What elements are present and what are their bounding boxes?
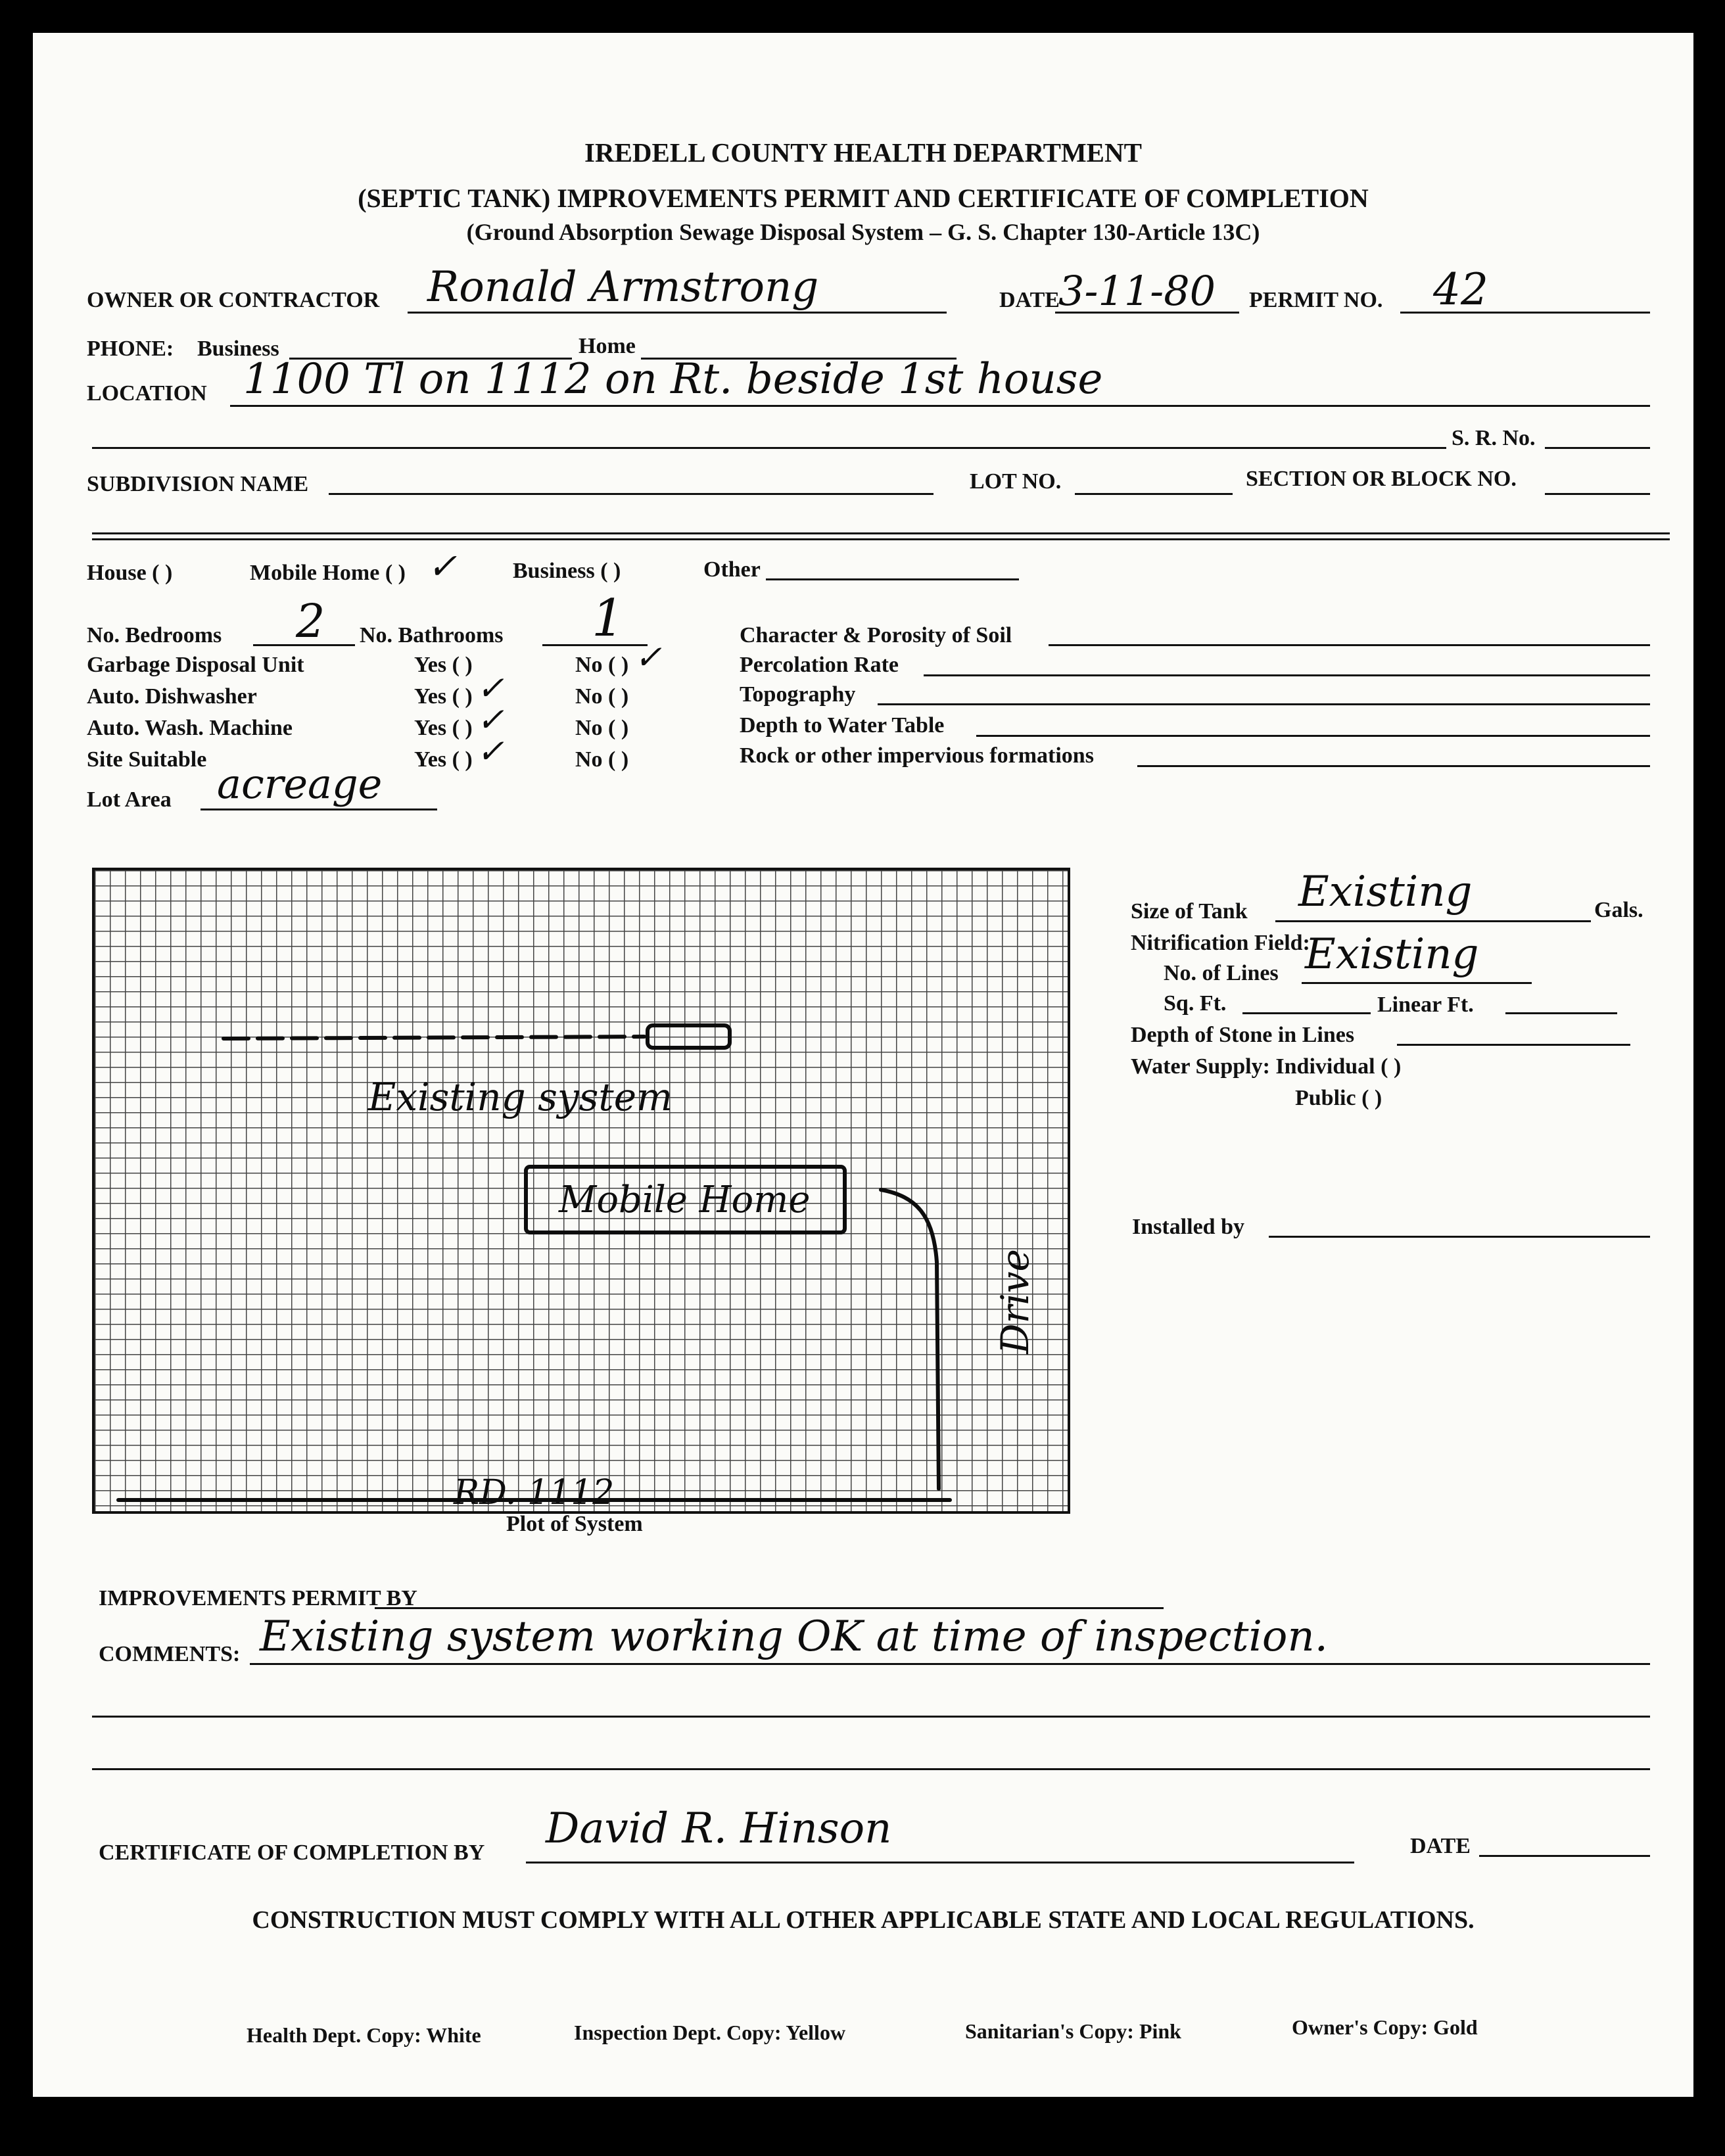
bedrooms-value[interactable]: 2 <box>296 594 325 648</box>
water-supply-public[interactable]: Public ( ) <box>1295 1086 1382 1110</box>
certificate-label: CERTIFICATE OF COMPLETION BY <box>99 1840 485 1865</box>
site-suitable-label: Site Suitable <box>87 747 207 772</box>
topography-label: Topography <box>740 682 856 707</box>
comments-line-2 <box>92 1716 1650 1718</box>
stone-depth-line <box>1397 1044 1630 1046</box>
form-subtitle: (Ground Absorption Sewage Disposal System – G. S. Chapter 130-Article 13C) <box>466 219 1260 245</box>
owner-value[interactable]: Ronald Armstrong <box>427 263 819 312</box>
installed-by-line <box>1269 1236 1650 1238</box>
comments-line-1 <box>250 1663 1650 1665</box>
phone-label: PHONE: <box>87 337 174 361</box>
department-heading: IREDELL COUNTY HEALTH DEPARTMENT <box>584 137 1142 168</box>
compliance-notice: CONSTRUCTION MUST COMPLY WITH ALL OTHER APPLICABLE STATE AND LOCAL REGULATIONS. <box>252 1906 1475 1934</box>
garbage-disposal-no[interactable]: No ( ) <box>575 653 629 677</box>
other-label: Other <box>703 557 761 582</box>
garbage-disposal-label: Garbage Disposal Unit <box>87 653 304 677</box>
certificate-signature: David R. Hinson <box>546 1804 892 1853</box>
comments-value[interactable]: Existing system working OK at time of inspection. <box>260 1612 1328 1661</box>
water-table-label: Depth to Water Table <box>740 713 945 738</box>
water-supply-individual[interactable]: Water Supply: Individual ( ) <box>1131 1054 1402 1079</box>
garbage-disposal-mark: ✓ <box>634 638 662 676</box>
lines-label: No. of Lines <box>1164 961 1279 985</box>
tank-size-value[interactable]: Existing <box>1298 868 1473 916</box>
mobile-home-option[interactable]: Mobile Home ( ) <box>250 561 406 585</box>
lot-area-value[interactable]: acreage <box>217 760 383 808</box>
subdivision-label: SUBDIVISION NAME <box>87 472 309 496</box>
mobile-home-check: ✓ <box>427 546 458 587</box>
wash-machine-label: Auto. Wash. Machine <box>87 716 293 740</box>
tank-size-line <box>1275 920 1591 922</box>
sqft-line <box>1242 1012 1371 1014</box>
site-suitable-yes[interactable]: Yes ( ) <box>414 747 473 772</box>
nitrification-label: Nitrification Field: <box>1131 931 1310 955</box>
site-suitable-mark: ✓ <box>477 732 504 770</box>
copy-inspection: Inspection Dept. Copy: Yellow <box>574 2021 846 2044</box>
bathrooms-label: No. Bathrooms <box>360 623 504 647</box>
date-value[interactable]: 3-11-80 <box>1058 267 1216 315</box>
lines-line <box>1302 982 1532 984</box>
copy-health: Health Dept. Copy: White <box>247 2023 481 2047</box>
rock-formations-label: Rock or other impervious formations <box>740 743 1094 768</box>
plot-caption: Plot of System <box>506 1512 643 1536</box>
wash-machine-yes[interactable]: Yes ( ) <box>414 716 473 740</box>
improvements-permit-label: IMPROVEMENTS PERMIT BY <box>99 1586 417 1610</box>
section-block-label: SECTION OR BLOCK NO. <box>1246 467 1517 491</box>
lines-value[interactable]: Existing <box>1305 930 1479 979</box>
business-option[interactable]: Business ( ) <box>513 559 621 583</box>
site-suitable-no[interactable]: No ( ) <box>575 747 629 772</box>
plot-sketch <box>33 33 1693 2097</box>
certificate-date-label: DATE <box>1410 1834 1471 1858</box>
plot-note-road: RD. 1112 <box>454 1473 615 1512</box>
sr-no-label: S. R. No. <box>1452 426 1536 450</box>
permit-form <box>33 33 1693 2097</box>
bedrooms-label: No. Bedrooms <box>87 623 222 647</box>
tank-size-label: Size of Tank <box>1131 899 1248 924</box>
lot-no-label: LOT NO. <box>970 469 1062 494</box>
wash-machine-mark: ✓ <box>477 701 504 739</box>
form-title: (SEPTIC TANK) IMPROVEMENTS PERMIT AND CERTIFICATE OF COMPLETION <box>358 183 1369 213</box>
permit-value[interactable]: 42 <box>1433 264 1488 315</box>
copy-owner: Owner's Copy: Gold <box>1292 2015 1478 2039</box>
wash-machine-no[interactable]: No ( ) <box>575 716 629 740</box>
dishwasher-yes[interactable]: Yes ( ) <box>414 684 473 709</box>
stone-depth-label: Depth of Stone in Lines <box>1131 1023 1355 1047</box>
permit-label: PERMIT NO. <box>1249 288 1383 312</box>
soil-porosity-label: Character & Porosity of Soil <box>740 623 1012 647</box>
date-label: DATE <box>999 288 1060 312</box>
certificate-line <box>526 1862 1354 1863</box>
percolation-label: Percolation Rate <box>740 653 899 677</box>
dishwasher-no[interactable]: No ( ) <box>575 684 629 709</box>
linear-ft-line <box>1505 1012 1617 1014</box>
lot-area-label: Lot Area <box>87 787 172 812</box>
garbage-disposal-yes[interactable]: Yes ( ) <box>414 653 473 677</box>
phone-home-label: Home <box>579 334 636 358</box>
dishwasher-label: Auto. Dishwasher <box>87 684 257 709</box>
sqft-label: Sq. Ft. <box>1164 991 1227 1016</box>
dishwasher-mark: ✓ <box>477 669 504 707</box>
location-value[interactable]: 1100 Tl on 1112 on Rt. beside 1st house <box>243 355 1103 404</box>
comments-line-3 <box>92 1768 1650 1770</box>
plot-note-existing: Existing system <box>368 1075 673 1119</box>
copy-sanitarian: Sanitarian's Copy: Pink <box>965 2019 1181 2043</box>
bathrooms-value[interactable]: 1 <box>592 589 625 648</box>
location-label: LOCATION <box>87 381 207 406</box>
house-option[interactable]: House ( ) <box>87 561 173 585</box>
owner-label: OWNER OR CONTRACTOR <box>87 288 380 312</box>
improvements-permit-line <box>375 1607 1164 1609</box>
linear-ft-label: Linear Ft. <box>1377 993 1474 1017</box>
certificate-date-line <box>1479 1855 1650 1857</box>
plot-note-home: Mobile Home <box>559 1179 811 1221</box>
installed-by-label: Installed by <box>1132 1215 1244 1239</box>
plot-note-drive: Drive <box>993 1249 1037 1354</box>
phone-business-label: Business <box>197 337 279 361</box>
tank-gals: Gals. <box>1594 898 1643 922</box>
comments-label: COMMENTS: <box>99 1642 241 1666</box>
